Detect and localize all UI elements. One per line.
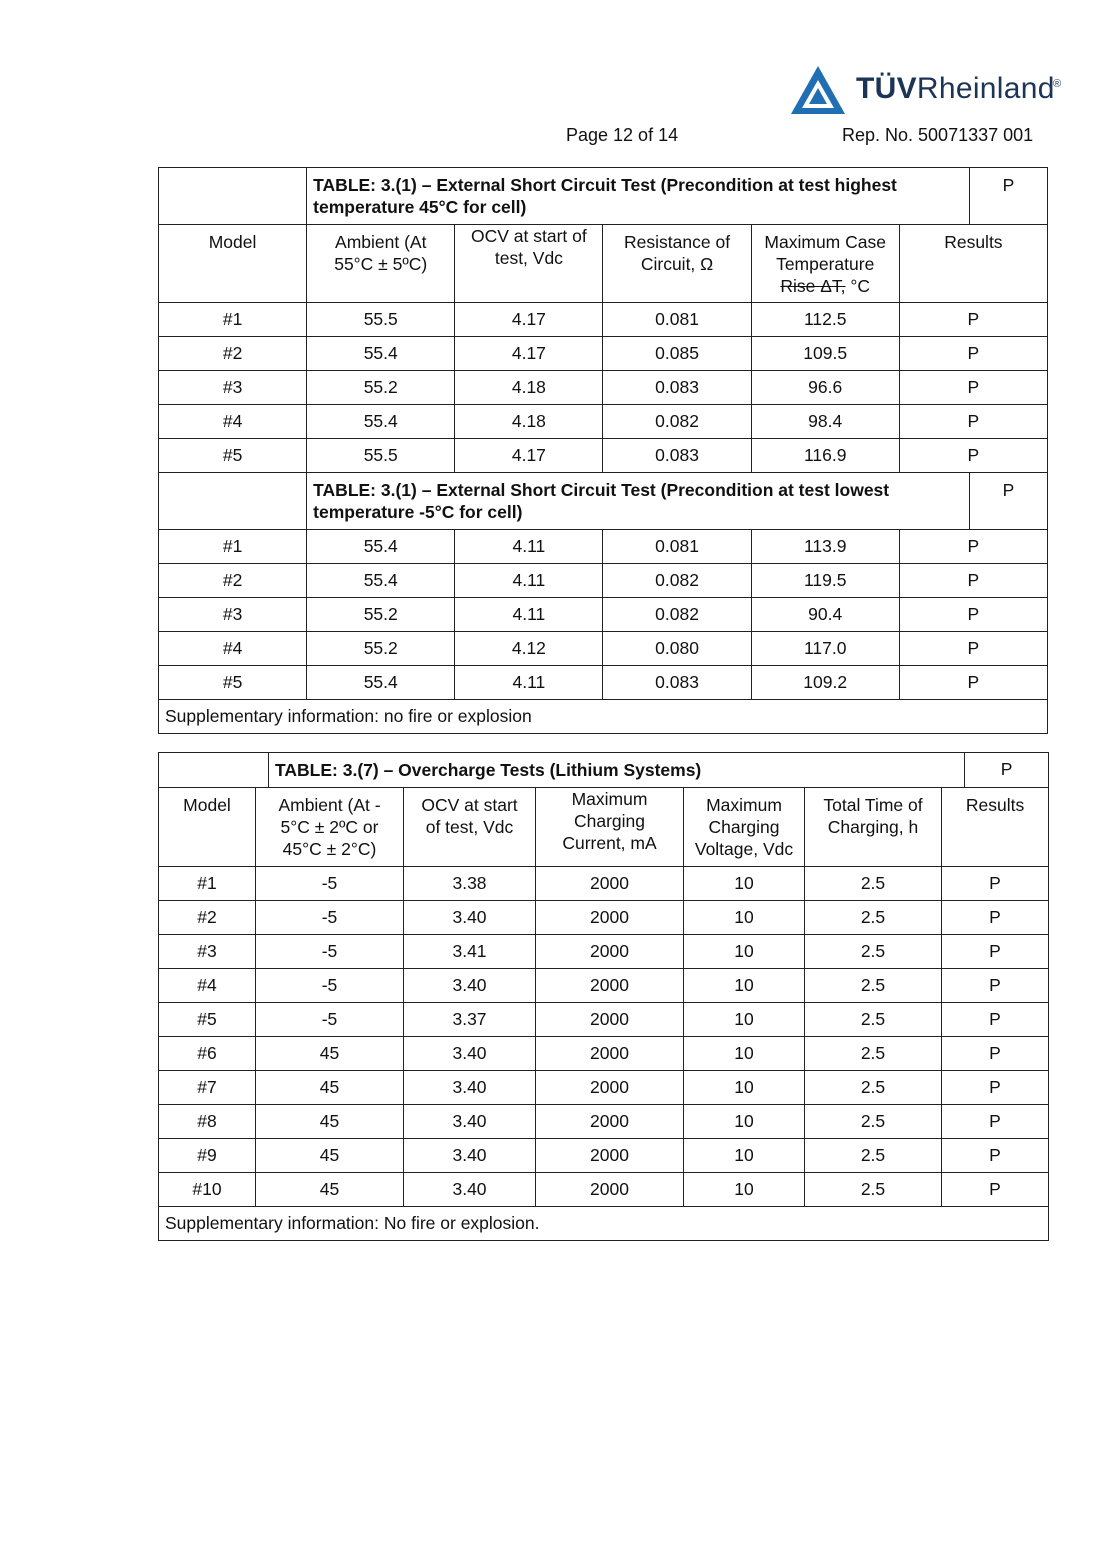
table-row	[159, 1003, 1049, 1037]
voltage-cell: 10	[684, 1173, 805, 1207]
model-cell: #1	[159, 303, 307, 337]
model-cell: #9	[159, 1139, 256, 1173]
voltage-cell: 10	[684, 1071, 805, 1105]
model-cell: #4	[159, 969, 256, 1003]
result-cell: P	[942, 1173, 1049, 1207]
table-row	[159, 969, 1049, 1003]
voltage-cell: 10	[684, 969, 805, 1003]
result-cell: P	[899, 666, 1047, 700]
model-cell: #7	[159, 1071, 256, 1105]
temp-unit: °C	[850, 276, 871, 296]
ocv-cell: 4.11	[455, 530, 603, 564]
voltage-cell: 10	[684, 1037, 805, 1071]
current-cell: 2000	[536, 935, 684, 969]
model-cell: #8	[159, 1105, 256, 1139]
result-cell: P	[942, 935, 1049, 969]
ocv-cell: 3.40	[404, 1071, 536, 1105]
time-cell: 2.5	[805, 1139, 942, 1173]
result-cell: P	[942, 969, 1049, 1003]
ambient-cell: 55.4	[307, 405, 455, 439]
model-cell: #2	[159, 337, 307, 371]
ocv-cell: 3.40	[404, 1105, 536, 1139]
model-cell: #5	[159, 1003, 256, 1037]
triangle-logo-icon	[789, 64, 847, 116]
table-row	[159, 935, 1049, 969]
ocv-cell: 3.40	[404, 1037, 536, 1071]
table-row	[159, 439, 1048, 473]
registered-mark: ®	[1053, 78, 1062, 90]
col-header-results: Results	[942, 788, 1049, 867]
col-header-resistance: Resistance of Circuit, Ω	[603, 225, 751, 303]
blank-cell	[159, 753, 269, 788]
table-row	[159, 632, 1048, 666]
supplementary-row	[159, 700, 1048, 734]
resistance-cell: 0.081	[603, 530, 751, 564]
max-temp-cell: 116.9	[751, 439, 899, 473]
resistance-cell: 0.083	[603, 439, 751, 473]
current-cell: 2000	[536, 1173, 684, 1207]
blank-cell	[159, 168, 307, 225]
model-cell: #3	[159, 935, 256, 969]
max-temp-label: Maximum Case Temperature	[764, 232, 886, 274]
table-row	[159, 901, 1049, 935]
table-title: TABLE: 3.(1) – External Short Circuit Test (Precondition at test highest temperature 45°C for cell)	[307, 168, 970, 225]
result-cell: P	[942, 901, 1049, 935]
table-row	[159, 303, 1048, 337]
col-header-time: Total Time of Charging, h	[805, 788, 942, 867]
max-temp-cell: 96.6	[751, 371, 899, 405]
supplementary-info: Supplementary information: No fire or explosion.	[159, 1207, 1049, 1241]
logo-light: Rheinland	[916, 72, 1055, 105]
time-cell: 2.5	[805, 969, 942, 1003]
ambient-cell: 55.2	[307, 632, 455, 666]
col-header-ocv: OCV at start of test, Vdc	[404, 788, 536, 867]
current-cell: 2000	[536, 1037, 684, 1071]
blank-cell	[159, 473, 307, 530]
supplementary-info: Supplementary information: no fire or explosion	[159, 700, 1048, 734]
overcharge-table	[158, 752, 1049, 1241]
result-cell: P	[899, 598, 1047, 632]
table-verdict: P	[969, 168, 1047, 225]
resistance-cell: 0.082	[603, 564, 751, 598]
table-row	[159, 1139, 1049, 1173]
time-cell: 2.5	[805, 867, 942, 901]
max-temp-cell: 117.0	[751, 632, 899, 666]
tuv-rheinland-logo	[789, 64, 1069, 116]
result-cell: P	[899, 337, 1047, 371]
result-cell: P	[942, 1037, 1049, 1071]
current-cell: 2000	[536, 1139, 684, 1173]
table-row	[159, 564, 1048, 598]
ambient-cell: 45	[256, 1037, 404, 1071]
model-cell: #4	[159, 405, 307, 439]
table-row	[159, 1105, 1049, 1139]
ambient-cell: 55.2	[307, 371, 455, 405]
table-row	[159, 1037, 1049, 1071]
ocv-cell: 4.12	[455, 632, 603, 666]
ocv-cell: 4.18	[455, 371, 603, 405]
ambient-cell: 55.5	[307, 439, 455, 473]
model-cell: #2	[159, 901, 256, 935]
ambient-cell: -5	[256, 867, 404, 901]
current-cell: 2000	[536, 969, 684, 1003]
ocv-cell: 3.40	[404, 969, 536, 1003]
result-cell: P	[942, 1105, 1049, 1139]
current-cell: 2000	[536, 1003, 684, 1037]
col-header-max-temp	[751, 225, 899, 303]
max-temp-cell: 109.5	[751, 337, 899, 371]
model-cell: #2	[159, 564, 307, 598]
max-temp-cell: 90.4	[751, 598, 899, 632]
ocv-cell: 3.41	[404, 935, 536, 969]
time-cell: 2.5	[805, 935, 942, 969]
ambient-cell: 45	[256, 1105, 404, 1139]
col-header-ocv: OCV at start of test, Vdc	[455, 225, 603, 303]
ambient-cell: 45	[256, 1139, 404, 1173]
model-cell: #6	[159, 1037, 256, 1071]
time-cell: 2.5	[805, 1173, 942, 1207]
table-title-row	[159, 753, 1049, 788]
time-cell: 2.5	[805, 901, 942, 935]
column-header-row	[159, 788, 1049, 867]
result-cell: P	[942, 1139, 1049, 1173]
resistance-cell: 0.081	[603, 303, 751, 337]
time-cell: 2.5	[805, 1071, 942, 1105]
max-temp-cell: 119.5	[751, 564, 899, 598]
current-cell: 2000	[536, 867, 684, 901]
ambient-cell: -5	[256, 901, 404, 935]
ocv-cell: 4.17	[455, 337, 603, 371]
table-title-row	[159, 168, 1048, 225]
model-cell: #5	[159, 439, 307, 473]
time-cell: 2.5	[805, 1105, 942, 1139]
model-cell: #1	[159, 867, 256, 901]
voltage-cell: 10	[684, 1139, 805, 1173]
ambient-cell: -5	[256, 1003, 404, 1037]
ocv-cell: 3.37	[404, 1003, 536, 1037]
result-cell: P	[899, 303, 1047, 337]
result-cell: P	[942, 1071, 1049, 1105]
max-temp-cell: 113.9	[751, 530, 899, 564]
current-cell: 2000	[536, 901, 684, 935]
table-row	[159, 405, 1048, 439]
ambient-cell: 55.5	[307, 303, 455, 337]
model-cell: #3	[159, 371, 307, 405]
ocv-cell: 4.11	[455, 666, 603, 700]
time-cell: 2.5	[805, 1037, 942, 1071]
resistance-cell: 0.083	[603, 371, 751, 405]
max-temp-cell: 98.4	[751, 405, 899, 439]
time-cell: 2.5	[805, 1003, 942, 1037]
ocv-cell: 3.40	[404, 1139, 536, 1173]
table-row	[159, 867, 1049, 901]
voltage-cell: 10	[684, 867, 805, 901]
ocv-cell: 4.17	[455, 303, 603, 337]
resistance-cell: 0.083	[603, 666, 751, 700]
model-cell: #1	[159, 530, 307, 564]
max-temp-cell: 112.5	[751, 303, 899, 337]
ambient-cell: 55.4	[307, 530, 455, 564]
short-circuit-table	[158, 167, 1048, 734]
model-cell: #4	[159, 632, 307, 666]
result-cell: P	[899, 530, 1047, 564]
model-cell: #5	[159, 666, 307, 700]
ambient-cell: 45	[256, 1071, 404, 1105]
result-cell: P	[899, 405, 1047, 439]
result-cell: P	[899, 371, 1047, 405]
column-header-row	[159, 225, 1048, 303]
model-cell: #10	[159, 1173, 256, 1207]
current-cell: 2000	[536, 1071, 684, 1105]
ocv-cell: 3.40	[404, 1173, 536, 1207]
ambient-cell: 45	[256, 1173, 404, 1207]
ocv-cell: 3.38	[404, 867, 536, 901]
table-title-row	[159, 473, 1048, 530]
result-cell: P	[899, 439, 1047, 473]
ocv-cell: 4.17	[455, 439, 603, 473]
struck-text: Rise ΔT,	[780, 276, 846, 296]
ocv-cell: 4.11	[455, 564, 603, 598]
resistance-cell: 0.082	[603, 405, 751, 439]
col-header-model: Model	[159, 225, 307, 303]
col-header-results: Results	[899, 225, 1047, 303]
ambient-cell: -5	[256, 935, 404, 969]
result-cell: P	[942, 867, 1049, 901]
table-row	[159, 371, 1048, 405]
logo-wordmark	[856, 72, 1055, 106]
col-header-ambient: Ambient (At - 5°C ± 2ºC or 45°C ± 2°C)	[256, 788, 404, 867]
table-row	[159, 666, 1048, 700]
voltage-cell: 10	[684, 1105, 805, 1139]
col-header-model: Model	[159, 788, 256, 867]
ambient-cell: 55.4	[307, 564, 455, 598]
table-verdict: P	[969, 473, 1047, 530]
report-number: Rep. No. 50071337 001	[842, 125, 1034, 145]
resistance-cell: 0.082	[603, 598, 751, 632]
col-header-current: Maximum Charging Current, mA	[536, 788, 684, 867]
table-row	[159, 1071, 1049, 1105]
page-number: Page 12 of 14	[566, 125, 679, 145]
table-row	[159, 1173, 1049, 1207]
resistance-cell: 0.080	[603, 632, 751, 666]
logo-bold: TÜV	[856, 72, 917, 105]
table-verdict: P	[965, 753, 1049, 788]
voltage-cell: 10	[684, 935, 805, 969]
result-cell: P	[942, 1003, 1049, 1037]
ocv-cell: 4.18	[455, 405, 603, 439]
table-row	[159, 530, 1048, 564]
resistance-cell: 0.085	[603, 337, 751, 371]
table-title: TABLE: 3.(1) – External Short Circuit Test (Precondition at test lowest temperature -5°C for cell)	[307, 473, 970, 530]
voltage-cell: 10	[684, 901, 805, 935]
col-header-voltage: Maximum Charging Voltage, Vdc	[684, 788, 805, 867]
ambient-cell: 55.4	[307, 337, 455, 371]
table-row	[159, 598, 1048, 632]
result-cell: P	[899, 632, 1047, 666]
supplementary-row	[159, 1207, 1049, 1241]
voltage-cell: 10	[684, 1003, 805, 1037]
ambient-cell: -5	[256, 969, 404, 1003]
current-cell: 2000	[536, 1105, 684, 1139]
ambient-cell: 55.2	[307, 598, 455, 632]
ambient-cell: 55.4	[307, 666, 455, 700]
table-row	[159, 337, 1048, 371]
model-cell: #3	[159, 598, 307, 632]
result-cell: P	[899, 564, 1047, 598]
col-header-ambient: Ambient (At 55°C ± 5ºC)	[307, 225, 455, 303]
table-title: TABLE: 3.(7) – Overcharge Tests (Lithium Systems)	[269, 753, 965, 788]
ocv-cell: 4.11	[455, 598, 603, 632]
max-temp-cell: 109.2	[751, 666, 899, 700]
ocv-cell: 3.40	[404, 901, 536, 935]
